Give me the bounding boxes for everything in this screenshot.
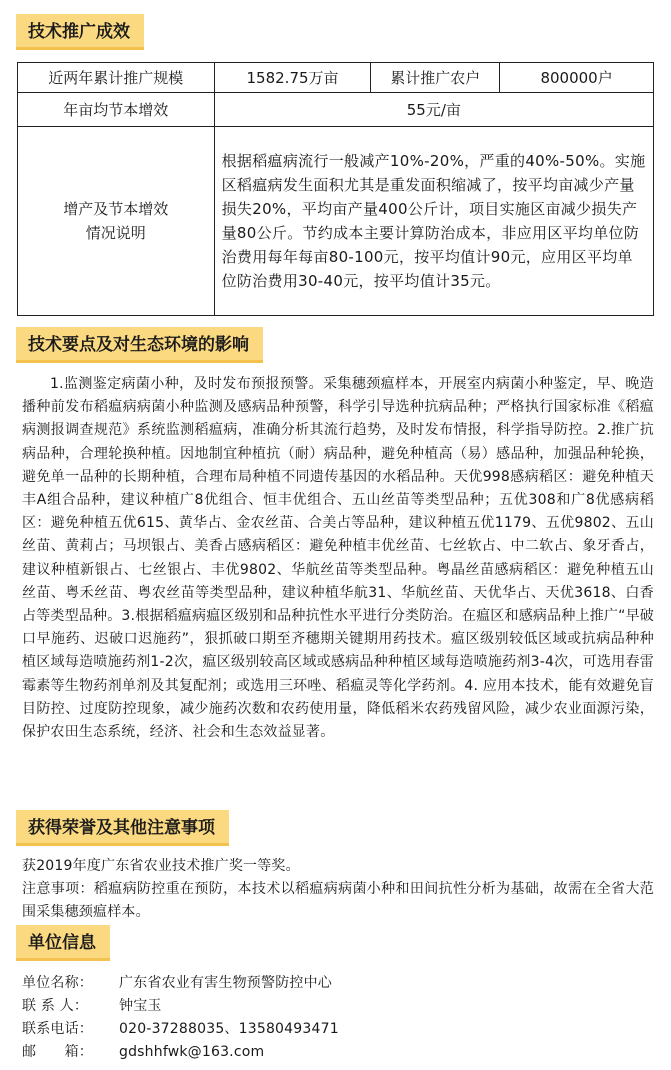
section-title-tech: 技术要点及对生态环境的影响: [16, 327, 263, 363]
honors-block: [22, 855, 654, 925]
explain-label-line2: 情况说明: [85, 224, 146, 242]
unit-name-row: [22, 972, 654, 995]
phone-label: 联系电话：: [22, 1021, 93, 1037]
section-title-results: 技术推广成效: [16, 14, 144, 50]
farmers-value: 800000户: [500, 63, 654, 93]
tech-text: 1.监测鉴定病菌小种，及时发布预报预警。采集穗颈瘟样本，开展室内病菌小种鉴定，早、晚造播种前发布稻瘟病病菌小种监测及感病品种预警，科学引导选种抗病品种；严格执行国家标准《稻瘟病测报调查规范》系统监测稻瘟病，准确分析其流行趋势，及时发布情报，科学指导防控。2.推广抗病品种，合理轮换种植。因地制宜种植抗（耐）病品种，避免种植高（易）感品种，加强品种轮换，避免单一品种的长期种植，合理布局种植不同遗传基因的水稻品种。天优998感病稻区：避免种植天丰A组合品种，建议种植广8优组合、恒丰优组合、五山丝苗等类型品种；五优308和广8优感病稻区：避免种植五优615、黄华占、金农丝苗、合美占等品种，建议种植五优1179、五优9802、五山丝苗、黄莉占；马坝银占、美香占感病稻区：避免种植丰优丝苗、七丝软占、中二软占、象牙香占，建议种植新银占、七丝银占、丰优9802、华航丝苗等类型品种。粤晶丝苗感病稻区：避免种植五山丝苗、粤禾丝苗、粤农丝苗等类型品种，建议种植华航31、华航丝苗、天优华占、天优3618、白香占等类型品种。3.根据稻瘟病瘟区级别和品种抗性水平进行分类防治。在瘟区和感病品种上推广“早破口早施药、迟破口迟施药”，狠抓破口期至齐穗期关键期用药技术。瘟区级别较低区域或抗病品种种植区域每造喷施药剂1-2次，瘟区级别较高区域或感病品种种植区域每造喷施药剂3-4次，可选用春雷霉素等生物药剂单剂及其复配剂；或选用三环唑、稻瘟灵等化学药剂。4. 应用本技术，能有效避免盲目防控、过度防控现象，减少施药次数和农药使用量，降低稻米农药残留风险，减少农业面源污染，保护农田生态系统，经济、社会和生态效益显著。: [22, 376, 654, 741]
scale-value: 1582.75万亩: [214, 63, 371, 93]
results-table: [17, 62, 654, 316]
explain-label-line1: 增产及节本增效: [63, 200, 169, 218]
email-value: gdshhfwk@163.com: [119, 1044, 265, 1060]
email-label: 邮 箱：: [22, 1044, 93, 1060]
phone-row: [22, 1018, 654, 1041]
contact-row: [22, 995, 654, 1018]
unit-name-label: 单位名称：: [22, 975, 93, 991]
scale-label: 近两年累计推广规模: [18, 63, 215, 93]
unit-info: [22, 972, 654, 1064]
table-row: [18, 63, 654, 93]
table-row: [18, 127, 654, 316]
section-title-unit: 单位信息: [16, 925, 110, 961]
contact-value: 钟宝玉: [119, 998, 162, 1014]
section-title-honors: 获得荣誉及其他注意事项: [16, 810, 229, 846]
note-text: 注意事项：稻瘟病防控重在预防，本技术以稻瘟病病菌小种和田间抗性分析为基础，故需在全省大范围采集穗颈瘟样本。: [22, 881, 654, 921]
benefit-value: 55元/亩: [214, 93, 653, 127]
email-row: [22, 1041, 654, 1064]
explain-label: [18, 127, 215, 316]
unit-name-value: 广东省农业有害生物预警防控中心: [119, 975, 332, 991]
phone-value: 020-37288035、13580493471: [119, 1021, 339, 1037]
table-row: [18, 93, 654, 127]
benefit-label: 年亩均节本增效: [18, 93, 215, 127]
award-text: 获2019年度广东省农业技术推广奖一等奖。: [22, 858, 300, 874]
explain-text: 根据稻瘟病流行一般减产10%-20%，严重的40%-50%。实施区稻瘟病发生面积尤其是重发面积缩减了，按平均亩减少产量损失20%，平均亩产量400公斤计，项目实施区亩减少损失产量80公斤。节约成本主要计算防治成本，非应用区平均单位防治费用每年每亩80-100元，按平均值计90元，应用区平均单位防治费用30-40元，按平均值计35元。: [214, 127, 653, 316]
farmers-label: 累计推广农户: [371, 63, 500, 93]
contact-label: 联 系 人：: [22, 998, 89, 1014]
